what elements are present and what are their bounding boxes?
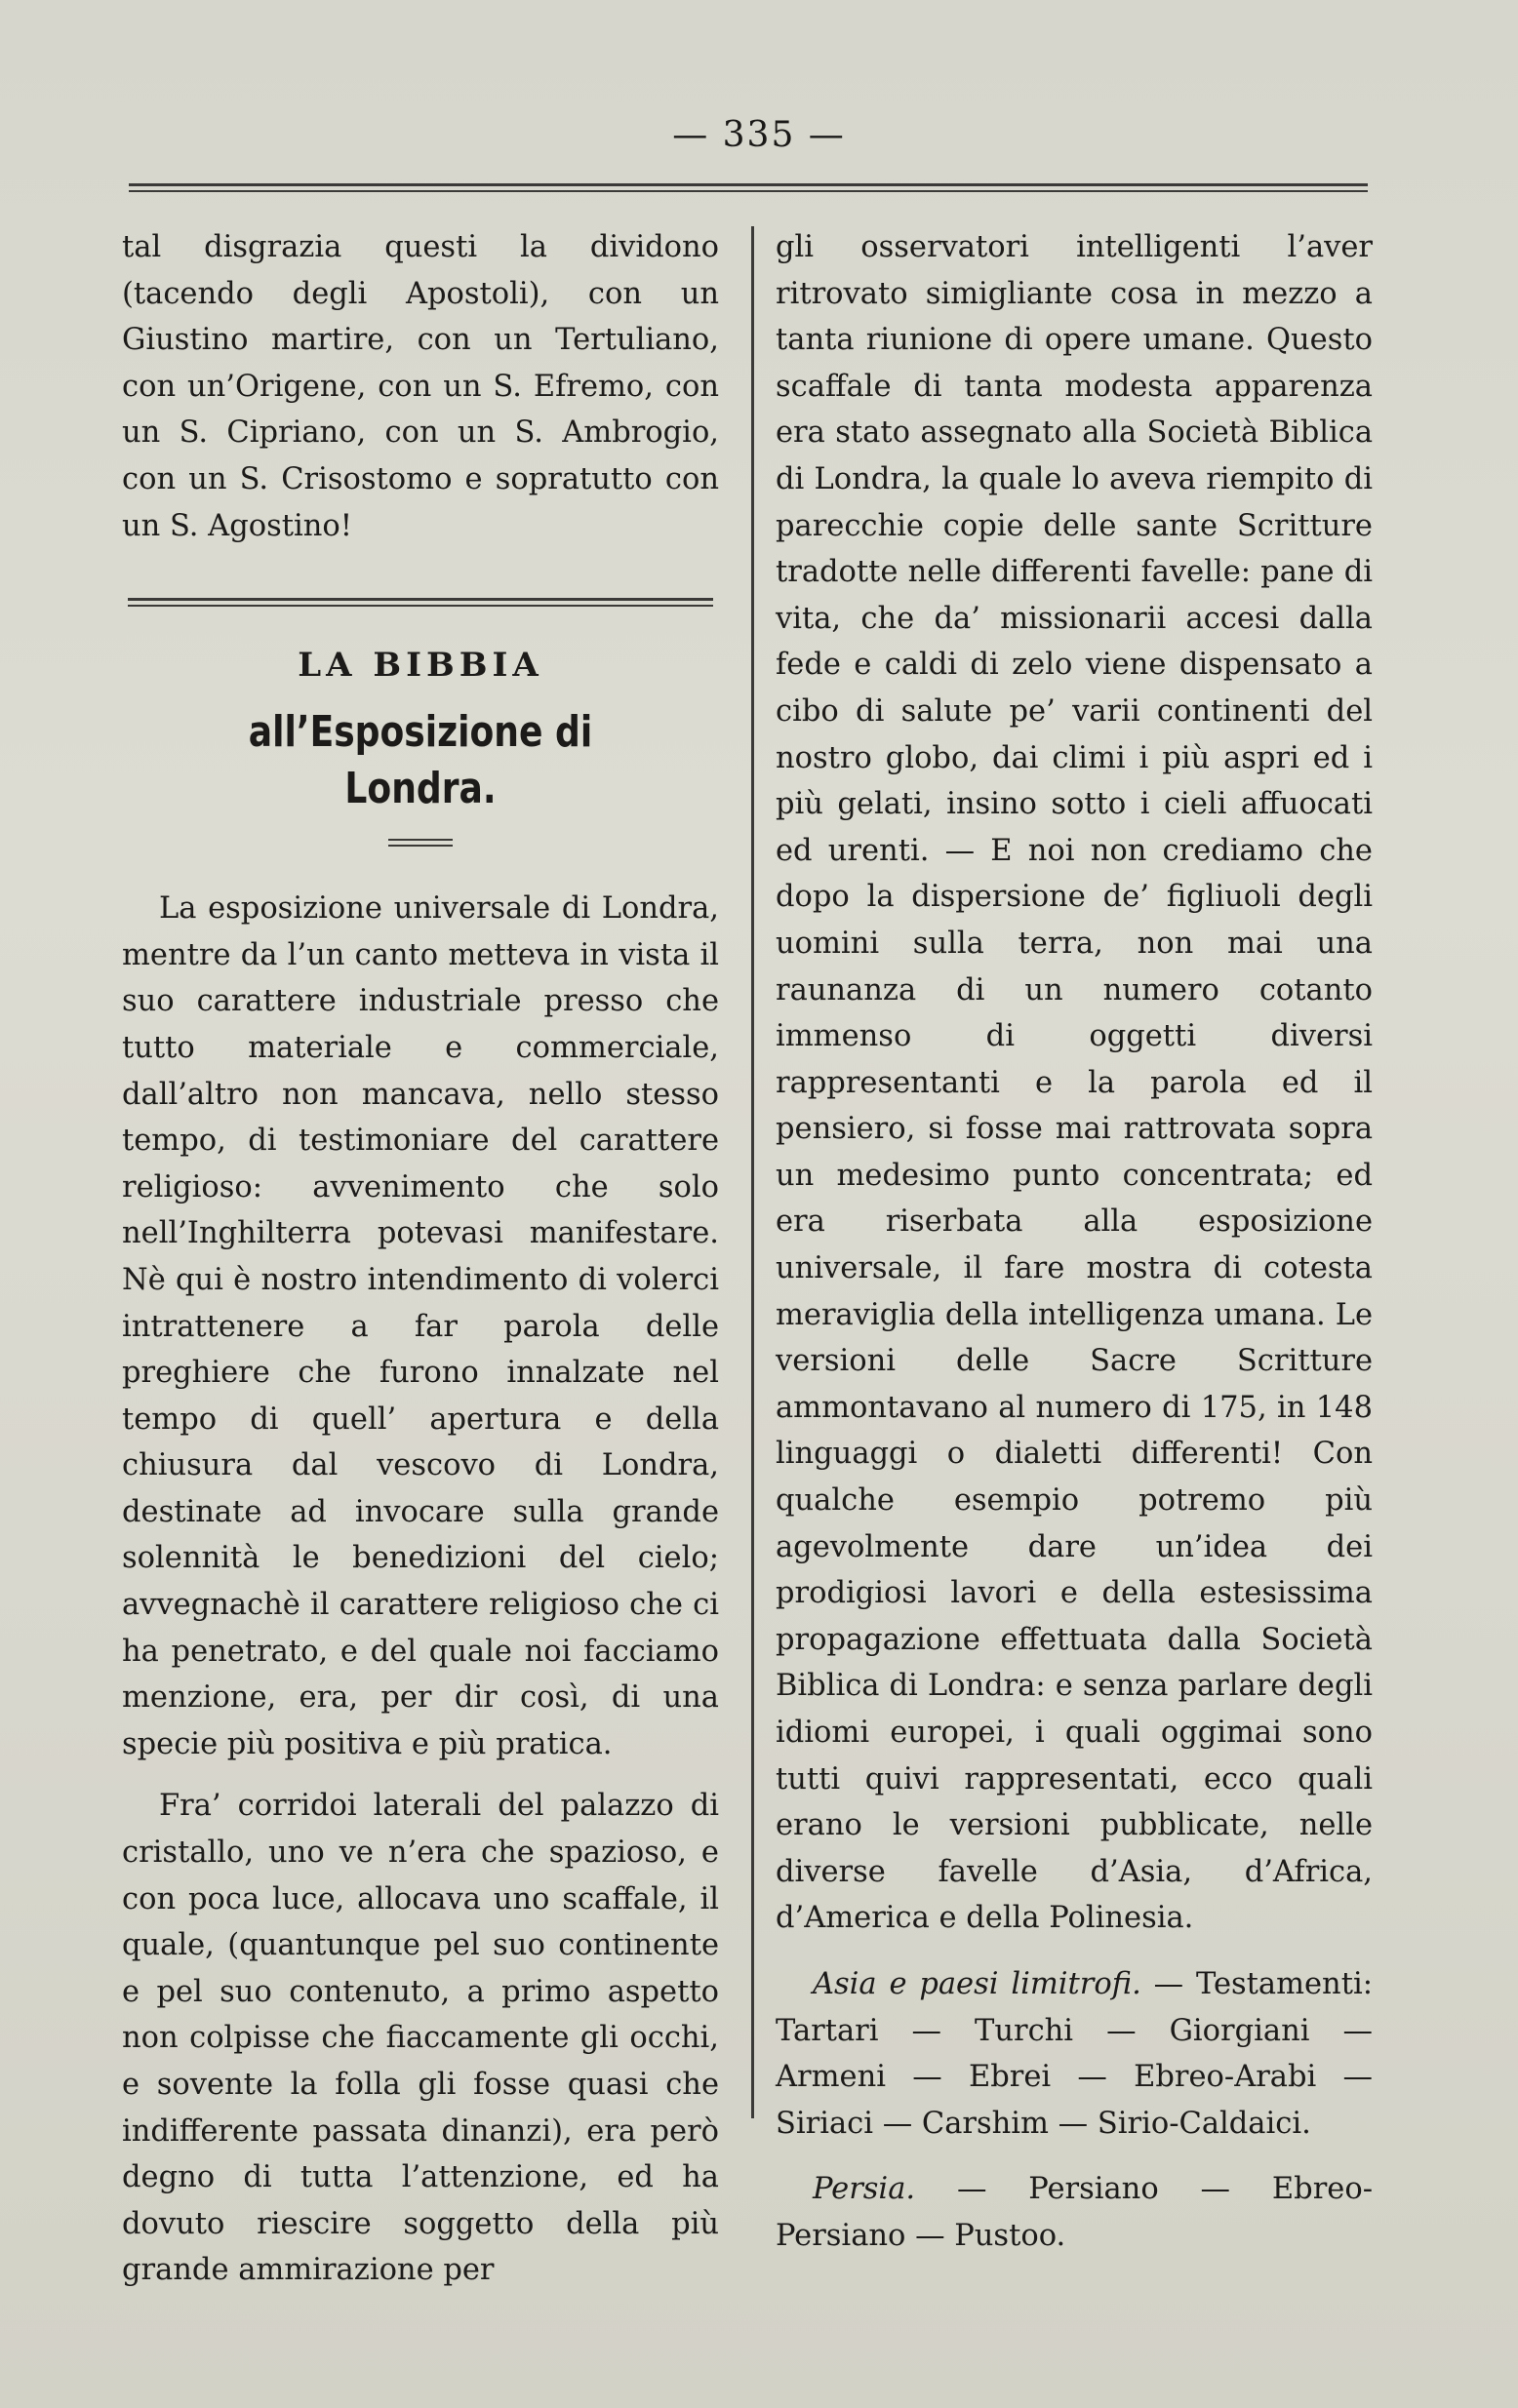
list-entry-asia [776, 1961, 1373, 2147]
intro-paragraph: tal disgrazia questi la dividono (tacendo degli Apostoli), con un Giustino martire, con un Tertuliano, con un’Origene, con un S. Efremo, con un S. Cipriano, con un S. Ambrogio, con un S. Crisostomo e sopratutto con un S. Agostino! [122, 230, 719, 543]
section-double-rule [128, 598, 713, 607]
right-column [776, 224, 1373, 2260]
article-paragraph: gli osservatori intelligenti l’aver ritrovato simigliante cosa in mezzo a tanta riunione di opere umane. Questo scaffale di tanta modesta apparenza era stato assegnato alla Società Biblica di Londra, la quale lo aveva riempito di parecchie copie delle sante Scritture tradotte nelle differenti favelle: pane di vita, che da’ missionarii accesi dalla fede e caldi di zelo viene dispensato a cibo di salute pe’ varii continenti del nostro globo, dai climi i più aspri ed i più gelati, insino sotto i cieli affuocati ed urenti. — E noi non crediamo che dopo la dispersione de’ figliuoli degli uomini sulla terra, non mai una raunanza di un numero cotanto immenso di oggetti diversi rappresentanti e la parola ed il pensiero, si fosse mai rattrovata sopra un medesimo punto concentrata; ed era riserbata alla esposizione universale, il fare mostra di cotesta meraviglia della intelligenza umana. Le versioni delle Sacre Scritture ammontavano al numero di 175, in 148 linguaggi o dialetti differenti! Con qualche esempio potremo più agevolmente dare un’idea dei prodigiosi lavori e della estesissima propagazione effettuata dalla Società Biblica di Londra: e senza parlare degli idiomi europei, i quali oggimai sono tutti quivi rappresentati, ecco quali erano le versioni pubblicate, nelle diverse favelle d’Asia, d’Africa, d’America e della Polinesia. [776, 230, 1373, 1936]
list-entry-text: — Testamenti: Tartari — Turchi — Giorgiani — Armeni — Ebrei — Ebreo-Arabi — Siriaci — Carshim — Sirio-Caldaici. [776, 1966, 1373, 2141]
list-entry-text: — Persiano — Ebreo-Persiano — Pustoo. [776, 2172, 1373, 2253]
title-ornament-rule [388, 839, 453, 847]
article-paragraph: La esposizione universale di Londra, mentre da l’un canto metteva in vista il suo carattere industriale presso che tutto materiale e commerciale, dall’altro non mancava, nello stesso tempo, di testimoniare del carattere religioso: avvenimento che solo nell’Inghilterra potevasi manifestare. Nè qui è nostro intendimento di volerci intrattenere a far parola delle preghiere che furono innalzate nel tempo di quell’ apertura e della chiusura dal vescovo di Londra, destinate ad invocare sulla grande solennità le benedizioni del cielo; avvegnachè il carattere religioso che ci ha penetrato, e del quale noi facciamo menzione, era, per dir così, di una specie più positiva e più pratica. [122, 891, 719, 1761]
header-double-rule [129, 183, 1368, 192]
article-title: all’Esposizione di Londra. [248, 707, 593, 814]
article-kicker: LA BIBBIA [298, 646, 543, 686]
list-entry-label: Asia e paesi limitrofi. [813, 1966, 1141, 2001]
column-divider [751, 226, 754, 2118]
list-entry-persia [776, 2166, 1373, 2259]
left-column [122, 224, 719, 2294]
list-entry-label: Persia. [813, 2172, 916, 2207]
article-paragraph: Fra’ corridoi laterali del palazzo di cristallo, uno ve n’era che spazioso, e con poca luce, allocava uno scaffale, il quale, (quantunque pel suo continente e pel suo contenuto, a primo aspetto non colpisse che fiaccamente gli occhi, e sovente la folla gli fosse quasi che indifferente passata dinanzi), era però degno di tutta l’attenzione, ed ha dovuto riescire soggetto della più grande ammirazione per [122, 1789, 719, 2288]
page-number: — 335 — [672, 115, 846, 155]
